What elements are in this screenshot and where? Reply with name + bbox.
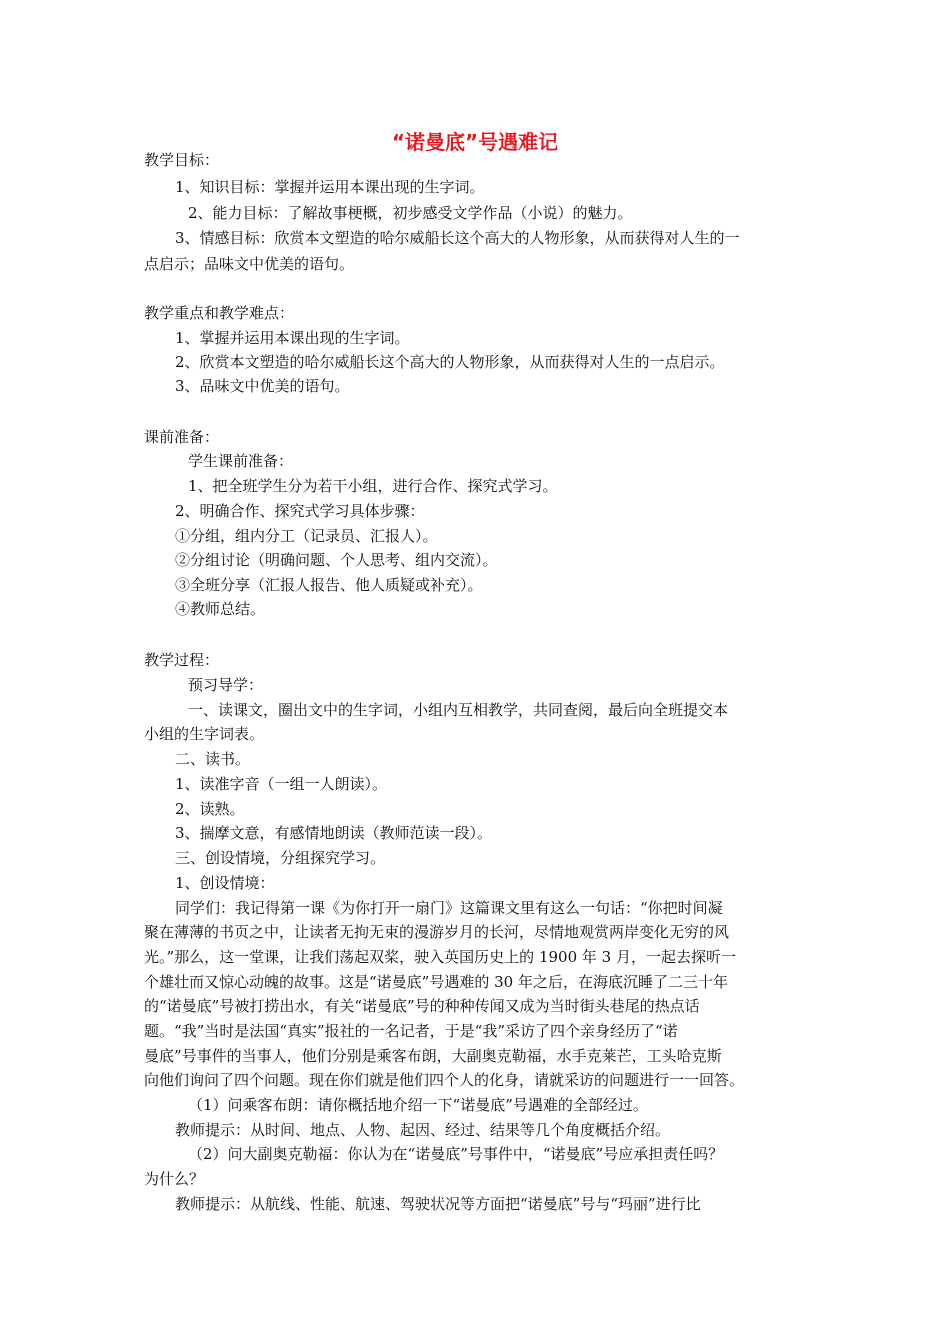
text-line: 二、读书。 [175, 750, 251, 768]
text-line: 学生课前准备： [188, 452, 294, 470]
text-line: ②分组讨论（明确问题、个人思考、组内交流）。 [175, 551, 498, 569]
text-line: 的“诺曼底”号被打捞出水，有关“诺曼底”号的种种传闻又成为当时街头巷尾的热点话 [144, 997, 700, 1015]
section-heading-preparation: 课前准备： [144, 428, 220, 446]
section-heading-process: 教学过程： [144, 651, 220, 669]
text-line: ③全班分享（汇报人报告、他人质疑或补充）。 [175, 576, 483, 594]
text-line: 教师提示：从航线、性能、航速、驾驶状况等方面把“诺曼底”号与“玛丽”进行比 [175, 1195, 701, 1213]
text-line: （1）问乘客布朗：请你概括地介绍一下“诺曼底”号遇难的全部经过。 [188, 1096, 648, 1114]
text-line: 预习导学： [188, 676, 264, 694]
text-line: 三、创设情境，分组探究学习。 [175, 849, 386, 867]
section-heading-objectives: 教学目标： [144, 151, 220, 169]
text-line: 1、读准字音（一组一人朗读）。 [175, 775, 388, 793]
text-line: ①分组，组内分工（记录员、汇报人）。 [175, 527, 438, 545]
text-line: 3、揣摩文意，有感情地朗读（教师范读一段）。 [175, 824, 493, 842]
text-line: 2、明确合作、探究式学习具体步骤： [175, 502, 425, 520]
text-line: 为什么？ [144, 1170, 205, 1188]
text-line: 光。”那么，这一堂课，让我们荡起双桨，驶入英国历史上的 1900 年 3 月，一起去探听一 [144, 948, 736, 966]
text-line: 3、品味文中优美的语句。 [175, 377, 350, 395]
text-line: 同学们：我记得第一课《为你打开一扇门》这篇课文里有这么一句话：“你把时间凝 [175, 899, 723, 917]
text-line: 聚在薄薄的书页之中，让读者无拘无束的漫游岁月的长河，尽情地观赏两岸变化无穷的风 [144, 923, 730, 941]
text-line: 向他们询问了四个问题。现在你们就是他们四个人的化身，请就采访的问题进行一一回答。 [144, 1071, 745, 1089]
text-line: 教师提示：从时间、地点、人物、起因、经过、结果等几个角度概括介绍。 [175, 1121, 671, 1139]
text-line: 2、欣赏本文塑造的哈尔威船长这个高大的人物形象，从而获得对人生的一点启示。 [175, 353, 725, 371]
text-line: 曼底”号事件的当事人，他们分别是乘客布朗，大副奥克勒福，水手克莱芒，工头哈克斯 [144, 1047, 722, 1065]
document-title: “诺曼底”号遇难记 [391, 130, 559, 154]
text-line: 一、读课文，圈出文中的生字词，小组内互相教学，共同查阅，最后向全班提交本 [188, 701, 729, 719]
text-line: （2）问大副奥克勒福：你认为在“诺曼底”号事件中，“诺曼底”号应承担责任吗？ [188, 1145, 724, 1163]
text-line: 2、能力目标：了解故事梗概，初步感受文学作品（小说）的魅力。 [188, 204, 633, 222]
text-line: 3、情感目标：欣赏本文塑造的哈尔威船长这个高大的人物形象，从而获得对人生的一 [175, 229, 740, 247]
text-line: ④教师总结。 [175, 600, 266, 618]
text-line: 1、把全班学生分为若干小组，进行合作、探究式学习。 [188, 477, 558, 495]
text-line: 个雄壮而又惊心动魄的故事。这是“诺曼底”号遇难的 30 年之后，在海底沉睡了二三十年 [144, 973, 728, 991]
text-line: 1、掌握并运用本课出现的生字词。 [175, 329, 410, 347]
section-heading-key-points: 教学重点和教学难点： [144, 304, 295, 322]
text-line: 题。“我”当时是法国“真实”报社的一名记者，于是“我”采访了四个亲身经历了“诺 [144, 1022, 678, 1040]
text-line: 2、读熟。 [175, 800, 245, 818]
text-line: 1、创设情境： [175, 874, 275, 892]
text-line: 1、知识目标：掌握并运用本课出现的生字词。 [175, 178, 485, 196]
text-line: 小组的生字词表。 [144, 725, 265, 743]
text-line: 点启示；品味文中优美的语句。 [144, 255, 355, 273]
